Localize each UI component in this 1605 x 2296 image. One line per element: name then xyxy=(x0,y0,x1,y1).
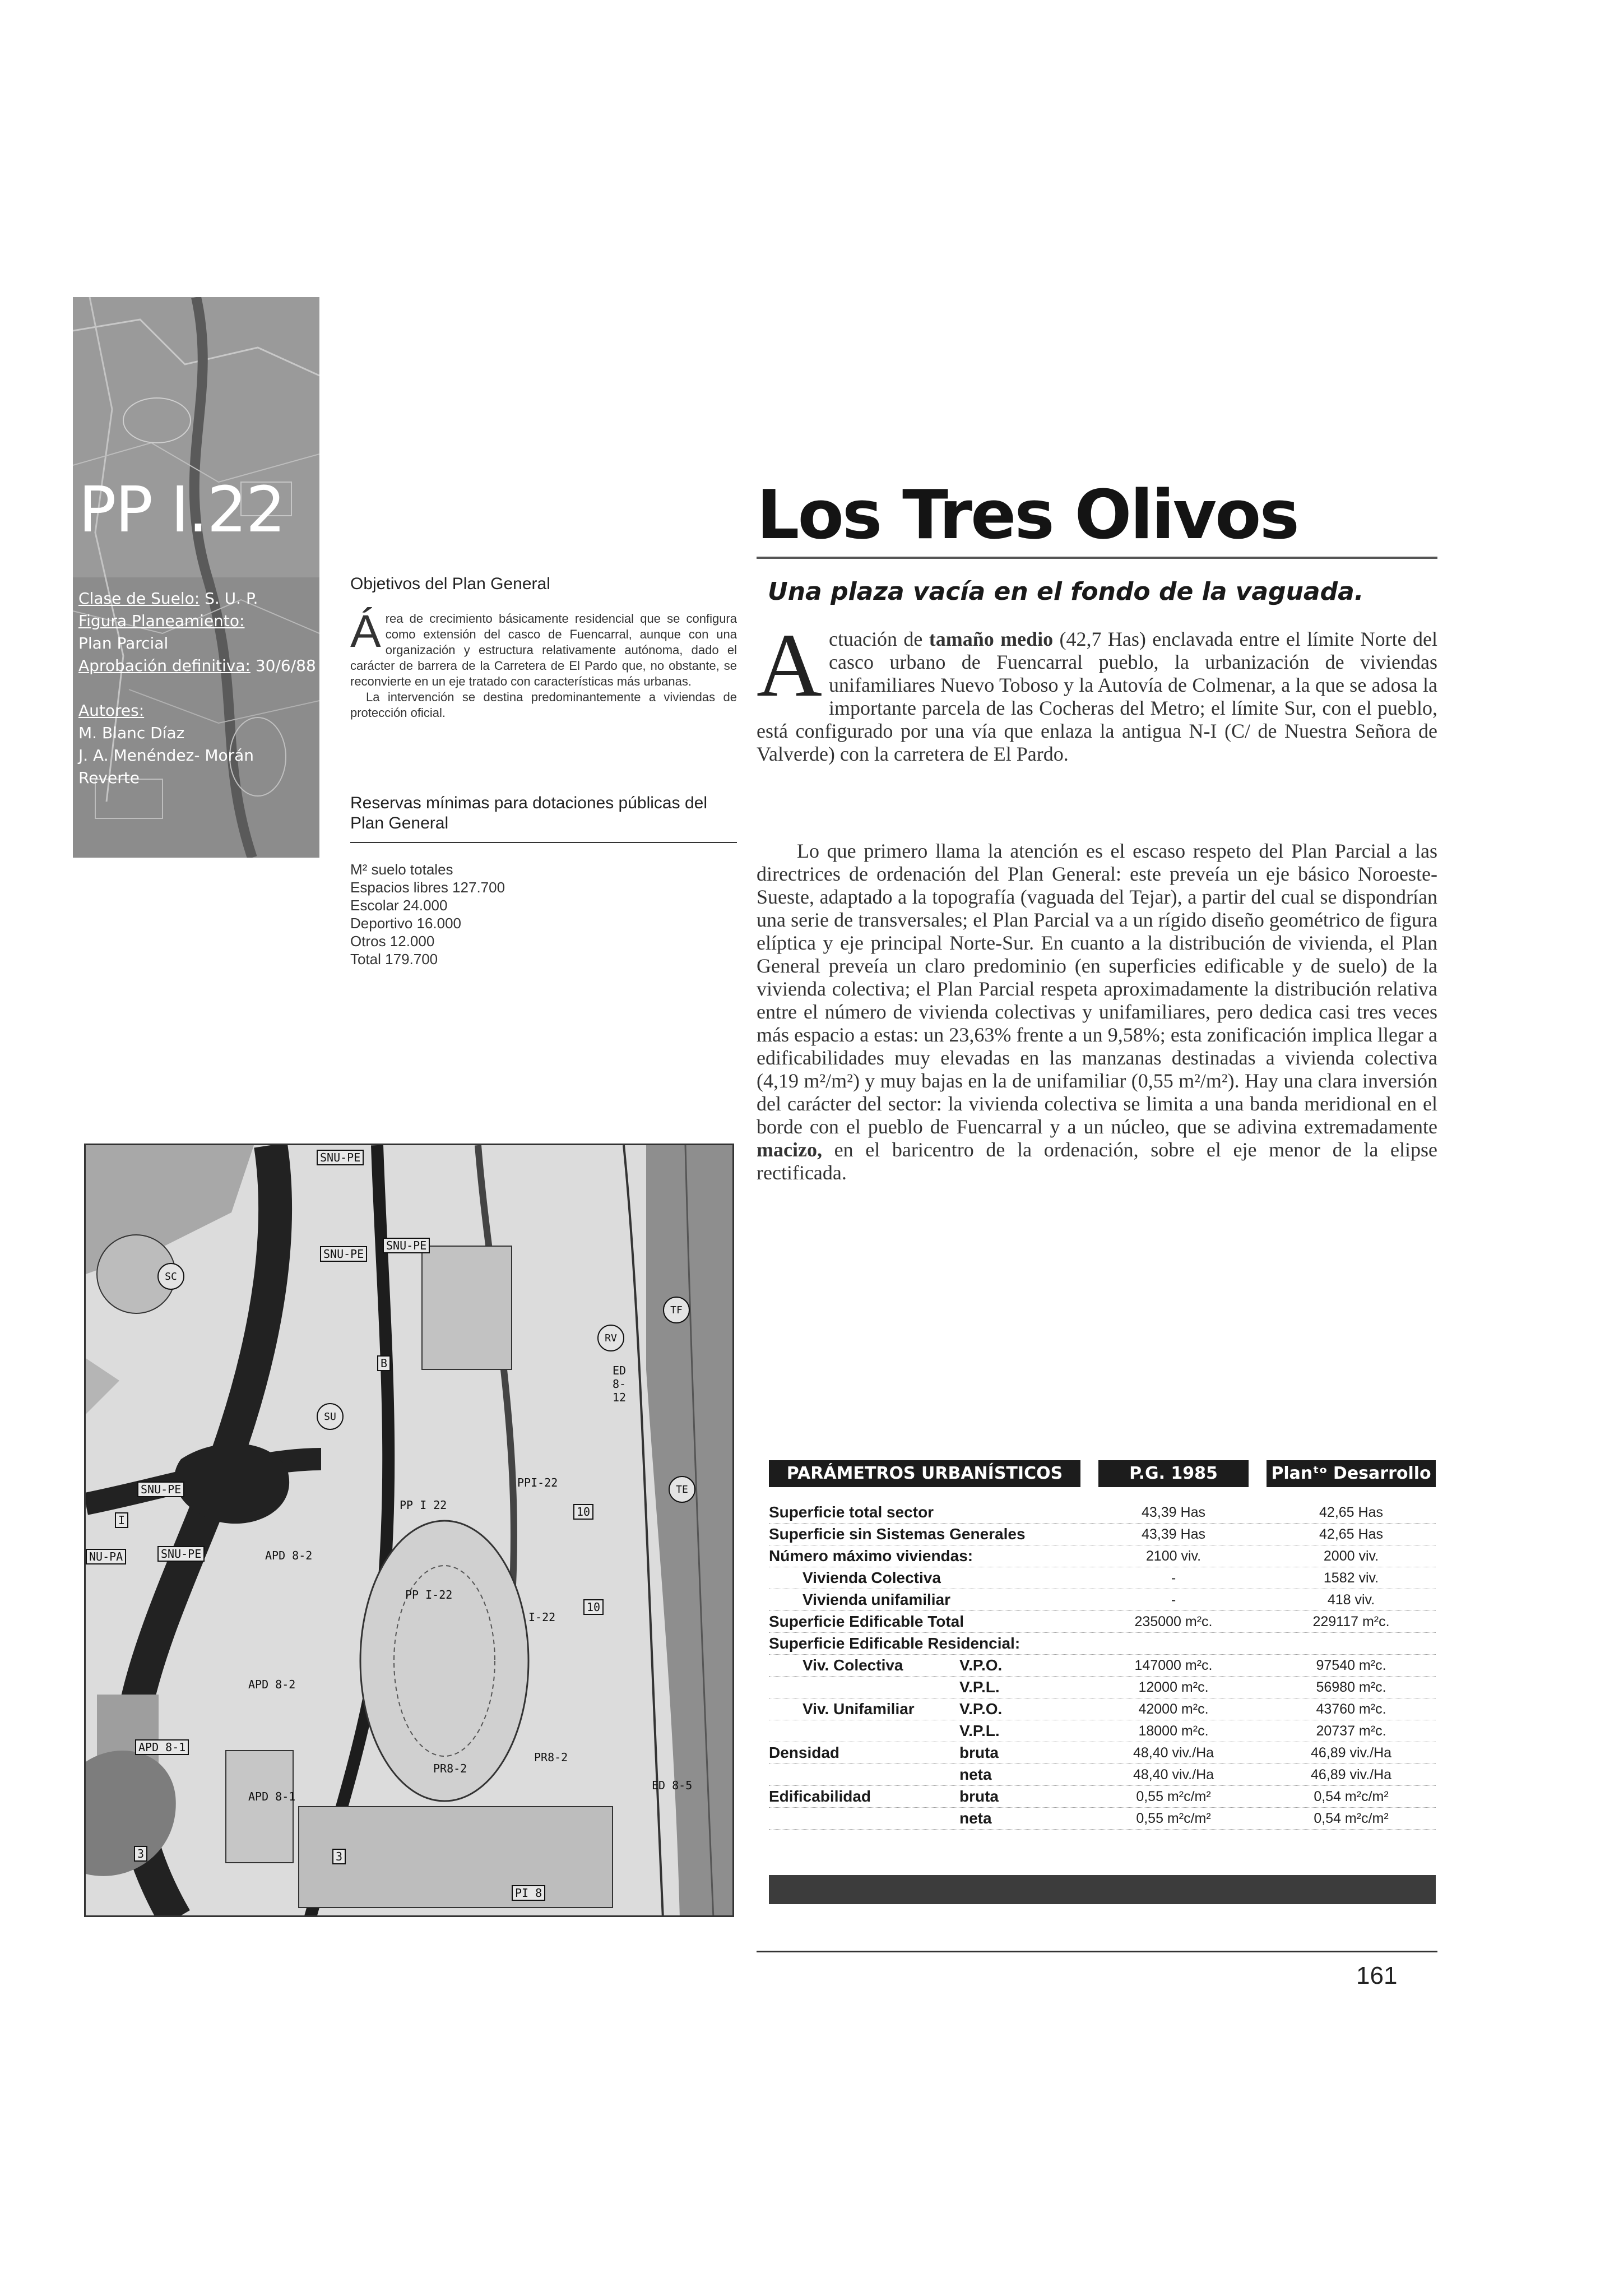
map-label: SNU-PE xyxy=(317,1150,364,1165)
map-label: SNU-PE xyxy=(137,1482,184,1497)
list-item: Espacios libres 127.700 xyxy=(350,879,505,896)
map-label: 3 xyxy=(134,1846,147,1862)
map-label: I-22 xyxy=(528,1610,556,1624)
row-value-desarrollo: 418 viv. xyxy=(1327,1592,1375,1608)
fact-line: Reverte xyxy=(78,769,140,787)
list-item: Otros 12.000 xyxy=(350,933,435,950)
row-value-pg1985: 235000 m²c. xyxy=(1134,1614,1213,1630)
table-row xyxy=(769,1698,1436,1720)
footer-divider xyxy=(757,1951,1437,1952)
row-sublabel: V.P.O. xyxy=(959,1656,1003,1674)
table-row xyxy=(769,1589,1436,1611)
fact-line: J. A. Menéndez- Morán xyxy=(78,746,254,765)
row-value-pg1985: 0,55 m²c/m² xyxy=(1136,1789,1211,1804)
fact-line: Aprobación definitiva: 30/6/88 xyxy=(78,656,316,675)
row-label: Superficie Edificable Residencial: xyxy=(769,1635,1020,1652)
map-label: TE xyxy=(669,1476,695,1503)
row-value-desarrollo: 0,54 m²c/m² xyxy=(1314,1811,1389,1826)
map-label: ED 8-12 xyxy=(613,1364,627,1404)
table-row xyxy=(769,1677,1436,1698)
row-label: Densidad xyxy=(769,1744,840,1761)
article-paragraph-2 xyxy=(757,840,1437,1184)
row-value-pg1985: 42000 m²c. xyxy=(1138,1701,1209,1717)
map-label: APD 8-2 xyxy=(265,1549,313,1562)
text-run: ctuación de xyxy=(829,628,929,650)
table-row xyxy=(769,1786,1436,1808)
fact-line: Plan Parcial xyxy=(78,634,169,652)
bold-run: tamaño medio xyxy=(929,628,1054,650)
row-value-desarrollo: 42,65 Has xyxy=(1319,1526,1383,1542)
row-value-desarrollo: 46,89 viv./Ha xyxy=(1310,1767,1392,1783)
row-label: Superficie sin Sistemas Generales xyxy=(769,1525,1026,1543)
row-label: Edificabilidad xyxy=(769,1788,871,1805)
table-row xyxy=(769,1545,1436,1567)
row-value-pg1985: 12000 m²c. xyxy=(1138,1679,1209,1695)
map-label: TF xyxy=(663,1297,690,1323)
map-drawing xyxy=(86,1145,734,1917)
list-item: M² suelo totales xyxy=(350,861,453,878)
row-value-pg1985: 43,39 Has xyxy=(1142,1526,1205,1542)
row-label: Viv. Unifamiliar xyxy=(802,1700,915,1718)
table-footer-bar xyxy=(769,1875,1436,1904)
fact-line: Autores: xyxy=(78,701,145,720)
row-value-desarrollo: 2000 viv. xyxy=(1323,1548,1379,1564)
row-value-desarrollo: 43760 m²c. xyxy=(1316,1701,1386,1717)
table-header: Planᵗᵒ Desarrollo xyxy=(1267,1460,1436,1487)
list-item: Escolar 24.000 xyxy=(350,897,448,914)
table-row xyxy=(769,1502,1436,1524)
objectives-text xyxy=(350,606,737,721)
row-value-desarrollo: 56980 m²c. xyxy=(1316,1679,1386,1695)
map-label: SNU-PE xyxy=(157,1546,205,1562)
map-label: ED 8-5 xyxy=(652,1779,693,1792)
page-number: 161 xyxy=(1356,1962,1398,1989)
list-item: Deportivo 16.000 xyxy=(350,915,462,932)
fact-line: Clase de Suelo: S. U. P. xyxy=(78,589,258,608)
row-value-pg1985: 147000 m²c. xyxy=(1134,1658,1213,1673)
map-label: APD 8-1 xyxy=(135,1739,189,1755)
table-row xyxy=(769,1633,1436,1655)
row-sublabel: neta xyxy=(959,1766,992,1783)
bold-run: macizo, xyxy=(757,1138,822,1161)
row-value-pg1985: 2100 viv. xyxy=(1145,1548,1202,1564)
map-label: NU-PA xyxy=(86,1549,126,1564)
table-row xyxy=(769,1524,1436,1545)
objectives-paragraph-1: rea de crecimiento básicamente residencial que se configura como extensión del casco de Fuencarral, aunque con una organización y estructura relativamente autónoma, dado el carácter de barrera de la Carretera de El Pardo que, no obstante, se reconvierte en un eje tratado con características más urbanas. xyxy=(350,612,737,688)
row-value-desarrollo: 0,54 m²c/m² xyxy=(1314,1789,1389,1804)
row-value-pg1985: 43,39 Has xyxy=(1142,1505,1205,1520)
table-row xyxy=(769,1764,1436,1786)
row-sublabel: V.P.L. xyxy=(959,1678,1000,1696)
row-value-pg1985: 18000 m²c. xyxy=(1138,1723,1209,1739)
page-title: Los Tres Olivos xyxy=(757,476,1298,554)
plan-facts xyxy=(78,587,314,789)
objectives-heading: Objetivos del Plan General xyxy=(350,575,550,593)
row-label: Superficie Edificable Total xyxy=(769,1613,964,1630)
map-label: SU xyxy=(317,1403,344,1430)
map-label: PP I-22 xyxy=(405,1588,453,1601)
plan-map xyxy=(84,1144,734,1917)
text-run: en el baricentro de la ordenación, sobre el eje menor de la elipse rectificada. xyxy=(757,1138,1437,1184)
row-sublabel: V.P.O. xyxy=(959,1700,1003,1718)
row-value-pg1985: 48,40 viv./Ha xyxy=(1133,1767,1214,1783)
map-label: 3 xyxy=(332,1849,346,1864)
row-value-desarrollo: 229117 m²c. xyxy=(1312,1614,1390,1630)
map-label: APD 8-1 xyxy=(248,1790,296,1803)
table-body xyxy=(769,1502,1436,1830)
row-value-desarrollo: 46,89 viv./Ha xyxy=(1310,1745,1392,1761)
fact-line: M. Blanc Díaz xyxy=(78,724,185,742)
row-sublabel: bruta xyxy=(959,1744,999,1761)
map-label: 10 xyxy=(573,1504,593,1520)
map-label: RV xyxy=(597,1325,624,1351)
table-header-row xyxy=(769,1460,1436,1487)
table-row xyxy=(769,1720,1436,1742)
row-value-desarrollo: 97540 m²c. xyxy=(1316,1658,1386,1673)
reserves-divider xyxy=(350,842,737,843)
row-value-desarrollo: 42,65 Has xyxy=(1319,1505,1383,1520)
reserves-heading: Reservas mínimas para dotaciones públicas del Plan General xyxy=(350,794,707,832)
text-run: (42,7 Has) enclavada entre el límite Norte del casco urbano de Fuencarral pueblo, la urbanización de viviendas unifamiliares Nuevo Toboso y la Autovía de Colmenar, a la que se adosa la importante parcela de las Cocheras del Metro; el límite Sur, con el pueblo, está configurado por una vía que enlaza la antigua N-I (C/ de Nuestra Señora de Valverde) con la carretera de El Pardo. xyxy=(757,628,1437,765)
map-label: PR8-2 xyxy=(534,1751,568,1764)
objectives-dropcap: Á xyxy=(350,606,381,657)
text-run: Lo que primero llama la atención es el escaso respeto del Plan Parcial a las directrices de ordenación del Plan General: este preveía un eje básico Noroeste-Sueste, adaptado a la topografía (vaguada del Tejar), a partir del cual se dispondrían una serie de transversales; el Plan Parcial va a un rígido diseño geométrico de figura elíptica y eje principal Norte-Sur. En cuanto a la distribución de vivienda, el Plan General preveía un claro predominio (en superficies edificable y de suelo) de la vivienda colectiva; el Plan Parcial respeta aproximadamente la distribución relativa entre el número de vivienda colectivas y unifamiliares, pero dedica casi tres veces más espacio a estas: un 23,63% frente a un 9,58%; esta zonificación implica llegar a edificabilidades muy elevadas en las manzanas destinadas a vivienda colectiva (4,19 m²/m²) y muy bajas en la de unifamiliar (0,55 m²/m²). Hay una clara inversión del carácter del sector: la vivienda colectiva se limita a una banda meridional en el borde con el pueblo de Fuencarral y a un núcleo, que se adivina extremadamente xyxy=(757,840,1437,1138)
row-label: Superficie total sector xyxy=(769,1503,934,1521)
row-value-desarrollo: 1582 viv. xyxy=(1323,1570,1379,1586)
table-row xyxy=(769,1611,1436,1633)
plan-code: PP I.22 xyxy=(78,474,285,547)
map-label: PPI-22 xyxy=(517,1476,558,1489)
row-value-pg1985: 0,55 m²c/m² xyxy=(1136,1811,1211,1826)
fact-line xyxy=(78,677,314,700)
row-value-pg1985: 48,40 viv./Ha xyxy=(1133,1745,1214,1761)
row-label: Vivienda Colectiva xyxy=(802,1569,941,1586)
row-label: Número máximo viviendas: xyxy=(769,1547,973,1564)
parameters-table xyxy=(769,1460,1436,1830)
map-label: PR8-2 xyxy=(433,1762,467,1775)
objectives-paragraph-2: La intervención se destina predominantemente a viviendas de protección oficial. xyxy=(350,690,737,720)
row-sublabel: V.P.L. xyxy=(959,1722,1000,1739)
row-sublabel: neta xyxy=(959,1809,992,1827)
article-dropcap: A xyxy=(757,615,822,716)
table-row xyxy=(769,1655,1436,1677)
table-header: P.G. 1985 xyxy=(1098,1460,1249,1487)
list-item: Total 179.700 xyxy=(350,951,438,968)
row-value-desarrollo: 20737 m²c. xyxy=(1316,1723,1386,1739)
table-row xyxy=(769,1567,1436,1589)
map-label: APD 8-2 xyxy=(248,1678,296,1691)
map-label: PI 8 xyxy=(512,1885,545,1901)
article-paragraph-1 xyxy=(757,615,1437,766)
row-sublabel: bruta xyxy=(959,1788,999,1805)
map-label: PP I 22 xyxy=(400,1498,447,1512)
map-label: B xyxy=(377,1355,391,1371)
map-label: I xyxy=(115,1512,128,1528)
row-value-pg1985: - xyxy=(1171,1592,1176,1608)
reserves-list xyxy=(350,860,505,968)
map-label: 10 xyxy=(583,1599,604,1615)
map-label: SNU-PE xyxy=(320,1246,367,1262)
title-divider xyxy=(757,557,1437,559)
fact-line: Figura Planeamiento: xyxy=(78,612,245,630)
row-label: Viv. Colectiva xyxy=(802,1656,903,1674)
table-row xyxy=(769,1742,1436,1764)
article-subtitle: Una plaza vacía en el fondo de la vaguada. xyxy=(768,577,1364,606)
table-row xyxy=(769,1808,1436,1830)
map-label: SC xyxy=(157,1263,184,1290)
map-label: SNU-PE xyxy=(383,1238,430,1253)
row-value-pg1985: - xyxy=(1171,1570,1176,1586)
row-label: Vivienda unifamiliar xyxy=(802,1591,951,1608)
table-header: PARÁMETROS URBANÍSTICOS xyxy=(769,1460,1080,1487)
